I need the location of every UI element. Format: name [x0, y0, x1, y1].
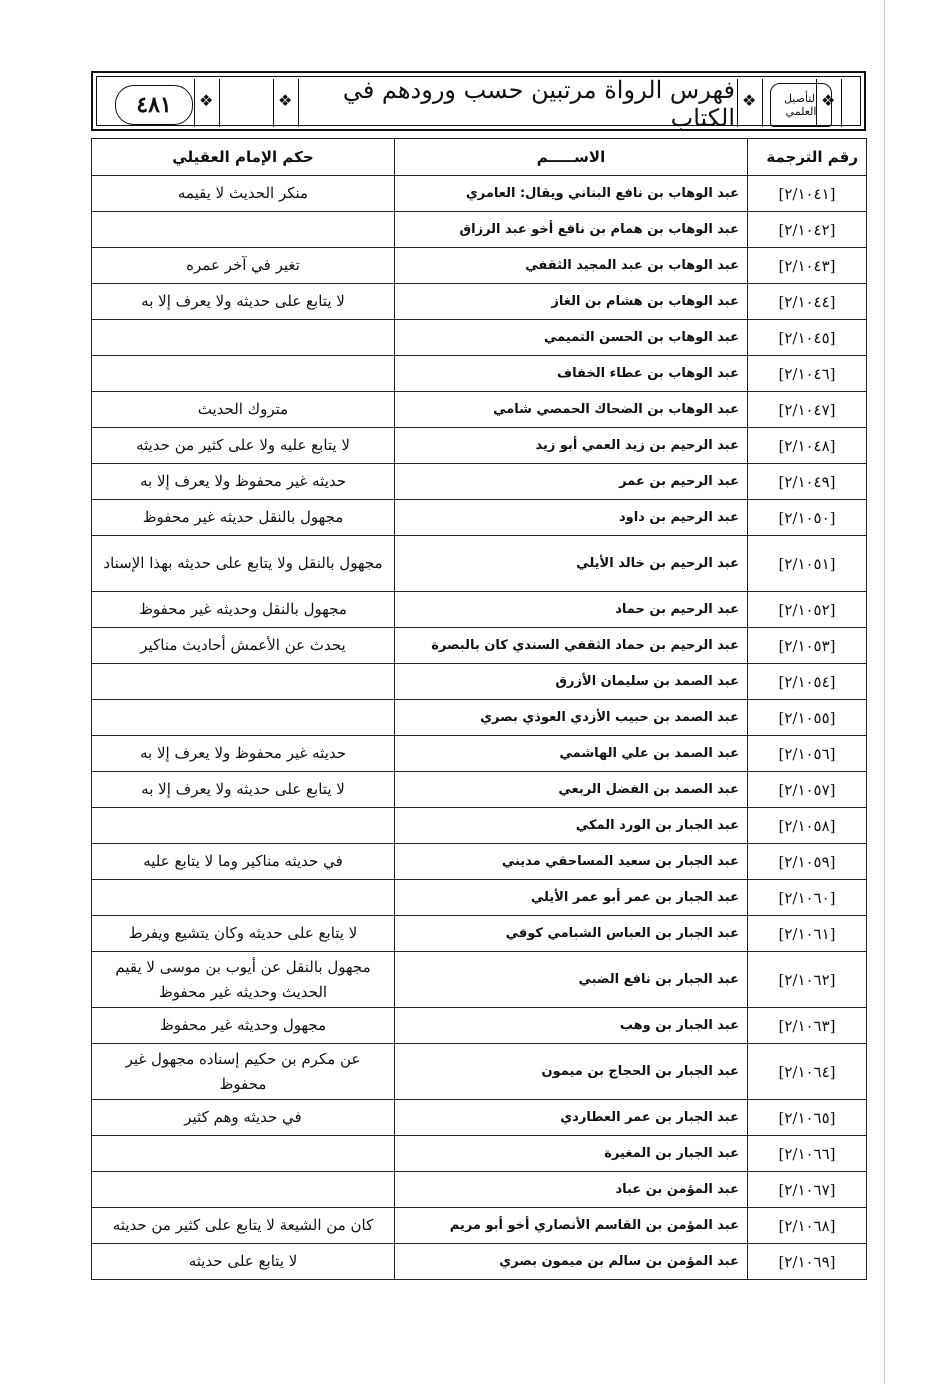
table-row — [92, 356, 867, 392]
running-title: فهرس الرواة مرتبين حسب ورودهم في الكتاب — [342, 76, 735, 132]
narrator-name-cell: عبد الصمد بن علي الهاشمي — [395, 736, 748, 772]
ruling-cell: تغير في آخر عمره — [92, 248, 395, 284]
table-row — [92, 916, 867, 952]
ruling-cell: مجهول بالنقل عن أيوب بن موسى لا يقيم الحديث وحديثه غير محفوظ — [92, 952, 395, 1008]
table-row — [92, 736, 867, 772]
translation-number-cell: [٢/١٠٤٢] — [748, 212, 867, 248]
table-row — [92, 500, 867, 536]
table-row — [92, 700, 867, 736]
header-name: الاســـــم — [395, 139, 748, 176]
translation-number-cell: [٢/١٠٤١] — [748, 176, 867, 212]
translation-number-cell: [٢/١٠٤٧] — [748, 392, 867, 428]
header-translation-number: رقم الترجمة — [748, 139, 867, 176]
translation-number-cell: [٢/١٠٦١] — [748, 916, 867, 952]
table-row — [92, 392, 867, 428]
translation-number-cell: [٢/١٠٦٤] — [748, 1044, 867, 1100]
narrator-name-cell: عبد الوهاب بن نافع البناني ويقال: العامري — [395, 176, 748, 212]
ruling-cell — [92, 1136, 395, 1172]
narrator-name-cell: عبد الجبار بن عمر العطاردي — [395, 1100, 748, 1136]
translation-number-cell: [٢/١٠٦٩] — [748, 1244, 867, 1280]
narrator-name-cell: عبد الصمد بن الفضل الربعي — [395, 772, 748, 808]
translation-number-cell: [٢/١٠٥٢] — [748, 592, 867, 628]
table-row — [92, 1044, 867, 1100]
translation-number-cell: [٢/١٠٤٨] — [748, 428, 867, 464]
translation-number-cell: [٢/١٠٥٨] — [748, 808, 867, 844]
table-row — [92, 592, 867, 628]
table-row — [92, 844, 867, 880]
table-row — [92, 1136, 867, 1172]
narrator-name-cell: عبد الرحيم بن داود — [395, 500, 748, 536]
header-frame — [96, 76, 861, 132]
translation-number-cell: [٢/١٠٥٠] — [748, 500, 867, 536]
page-header — [91, 71, 866, 131]
translation-number-cell: [٢/١٠٤٥] — [748, 320, 867, 356]
table-row — [92, 808, 867, 844]
ruling-cell: لا يتابع على حديثه ولا يعرف إلا به — [92, 284, 395, 320]
translation-number-cell: [٢/١٠٥١] — [748, 536, 867, 592]
translation-number-cell: [٢/١٠٤٣] — [748, 248, 867, 284]
table-row — [92, 1172, 867, 1208]
ornament-icon — [816, 79, 842, 127]
narrator-name-cell: عبد الجبار بن سعيد المساحقي مديني — [395, 844, 748, 880]
ornament-icon — [737, 79, 763, 127]
ruling-cell: مجهول بالنقل وحديثه غير محفوظ — [92, 592, 395, 628]
translation-number-cell: [٢/١٠٥٩] — [748, 844, 867, 880]
table-row — [92, 880, 867, 916]
translation-number-cell: [٢/١٠٦٢] — [748, 952, 867, 1008]
narrator-name-cell: عبد الوهاب بن الحسن التميمي — [395, 320, 748, 356]
translation-number-cell: [٢/١٠٥٦] — [748, 736, 867, 772]
table-row — [92, 320, 867, 356]
translation-number-cell: [٢/١٠٤٩] — [748, 464, 867, 500]
narrator-name-cell: عبد الرحيم بن خالد الأيلي — [395, 536, 748, 592]
table-row — [92, 772, 867, 808]
table-row — [92, 284, 867, 320]
ornament-icon — [194, 79, 220, 127]
ruling-cell — [92, 1172, 395, 1208]
ruling-cell: متروك الحديث — [92, 392, 395, 428]
ruling-cell — [92, 808, 395, 844]
narrator-name-cell: عبد الجبار بن الورد المكي — [395, 808, 748, 844]
page-edge-line — [884, 0, 885, 1384]
ruling-cell: مجهول بالنقل ولا يتابع على حديثه بهذا الإسناد — [92, 536, 395, 592]
ruling-cell: مجهول بالنقل حديثه غير محفوظ — [92, 500, 395, 536]
ruling-cell — [92, 664, 395, 700]
table-row — [92, 212, 867, 248]
ruling-cell: لا يتابع على حديثه — [92, 1244, 395, 1280]
translation-number-cell: [٢/١٠٥٤] — [748, 664, 867, 700]
table-row — [92, 536, 867, 592]
table-row — [92, 1100, 867, 1136]
table-row — [92, 428, 867, 464]
ruling-cell: لا يتابع عليه ولا على كثير من حديثه — [92, 428, 395, 464]
publisher-logo: التأصيل العلمي — [770, 83, 832, 127]
table-row — [92, 1244, 867, 1280]
narrator-name-cell: عبد المؤمن بن القاسم الأنصاري أخو أبو مريم — [395, 1208, 748, 1244]
narrator-name-cell: عبد الوهاب بن هشام بن الغاز — [395, 284, 748, 320]
ruling-cell: عن مكرم بن حكيم إسناده مجهول غير محفوظ — [92, 1044, 395, 1100]
ruling-cell: يحدث عن الأعمش أحاديث مناكير — [92, 628, 395, 664]
table-row — [92, 248, 867, 284]
translation-number-cell: [٢/١٠٥٣] — [748, 628, 867, 664]
page-number: ٤٨١ — [115, 85, 193, 125]
narrator-name-cell: عبد الوهاب بن عبد المجيد الثقفي — [395, 248, 748, 284]
translation-number-cell: [٢/١٠٤٤] — [748, 284, 867, 320]
narrators-index-table — [91, 138, 867, 1280]
translation-number-cell: [٢/١٠٥٥] — [748, 700, 867, 736]
ruling-cell: مجهول وحديثه غير محفوظ — [92, 1008, 395, 1044]
narrator-name-cell: عبد الجبار بن نافع الضبي — [395, 952, 748, 1008]
narrator-name-cell: عبد الرحيم بن زيد العمي أبو زيد — [395, 428, 748, 464]
table-row — [92, 1008, 867, 1044]
translation-number-cell: [٢/١٠٦٦] — [748, 1136, 867, 1172]
header-ruling: حكم الإمام العقيلي — [92, 139, 395, 176]
translation-number-cell: [٢/١٠٦٠] — [748, 880, 867, 916]
ruling-cell — [92, 356, 395, 392]
translation-number-cell: [٢/١٠٦٧] — [748, 1172, 867, 1208]
narrator-name-cell: عبد الصمد بن حبيب الأزدي العوذي بصري — [395, 700, 748, 736]
narrator-name-cell: عبد الجبار بن العباس الشبامي كوفي — [395, 916, 748, 952]
table-row — [92, 952, 867, 1008]
ruling-cell: في حديثه مناكير وما لا يتابع عليه — [92, 844, 395, 880]
table-row — [92, 628, 867, 664]
table-row — [92, 464, 867, 500]
narrator-name-cell: عبد الوهاب بن الضحاك الحمصي شامي — [395, 392, 748, 428]
narrator-name-cell: عبد الجبار بن وهب — [395, 1008, 748, 1044]
translation-number-cell: [٢/١٠٦٨] — [748, 1208, 867, 1244]
ruling-cell: منكر الحديث لا يقيمه — [92, 176, 395, 212]
table-row — [92, 664, 867, 700]
translation-number-cell: [٢/١٠٦٥] — [748, 1100, 867, 1136]
ornament-icon — [273, 79, 299, 127]
ruling-cell: حديثه غير محفوظ ولا يعرف إلا به — [92, 736, 395, 772]
narrator-name-cell: عبد الرحيم بن حماد — [395, 592, 748, 628]
translation-number-cell: [٢/١٠٤٦] — [748, 356, 867, 392]
ruling-cell — [92, 880, 395, 916]
table-header-row — [92, 139, 867, 176]
narrator-name-cell: عبد الصمد بن سليمان الأزرق — [395, 664, 748, 700]
narrator-name-cell: عبد الرحيم بن عمر — [395, 464, 748, 500]
narrator-name-cell: عبد الجبار بن المغيرة — [395, 1136, 748, 1172]
table-row — [92, 1208, 867, 1244]
ruling-cell — [92, 212, 395, 248]
ruling-cell: كان من الشيعة لا يتابع على كثير من حديثه — [92, 1208, 395, 1244]
narrator-name-cell: عبد الجبار بن عمر أبو عمر الأيلي — [395, 880, 748, 916]
translation-number-cell: [٢/١٠٥٧] — [748, 772, 867, 808]
narrator-name-cell: عبد المؤمن بن سالم بن ميمون بصري — [395, 1244, 748, 1280]
ruling-cell — [92, 320, 395, 356]
translation-number-cell: [٢/١٠٦٣] — [748, 1008, 867, 1044]
ruling-cell: لا يتابع على حديثه وكان يتشيع ويفرط — [92, 916, 395, 952]
ruling-cell: حديثه غير محفوظ ولا يعرف إلا به — [92, 464, 395, 500]
narrator-name-cell: عبد الوهاب بن عطاء الخفاف — [395, 356, 748, 392]
table-row — [92, 176, 867, 212]
ruling-cell — [92, 700, 395, 736]
narrator-name-cell: عبد المؤمن بن عباد — [395, 1172, 748, 1208]
narrator-name-cell: عبد الوهاب بن همام بن نافع أخو عبد الرزاق — [395, 212, 748, 248]
narrator-name-cell: عبد الجبار بن الحجاج بن ميمون — [395, 1044, 748, 1100]
ruling-cell: في حديثه وهم كثير — [92, 1100, 395, 1136]
ruling-cell: لا يتابع على حديثه ولا يعرف إلا به — [92, 772, 395, 808]
narrator-name-cell: عبد الرحيم بن حماد الثقفي السندي كان بالبصرة — [395, 628, 748, 664]
